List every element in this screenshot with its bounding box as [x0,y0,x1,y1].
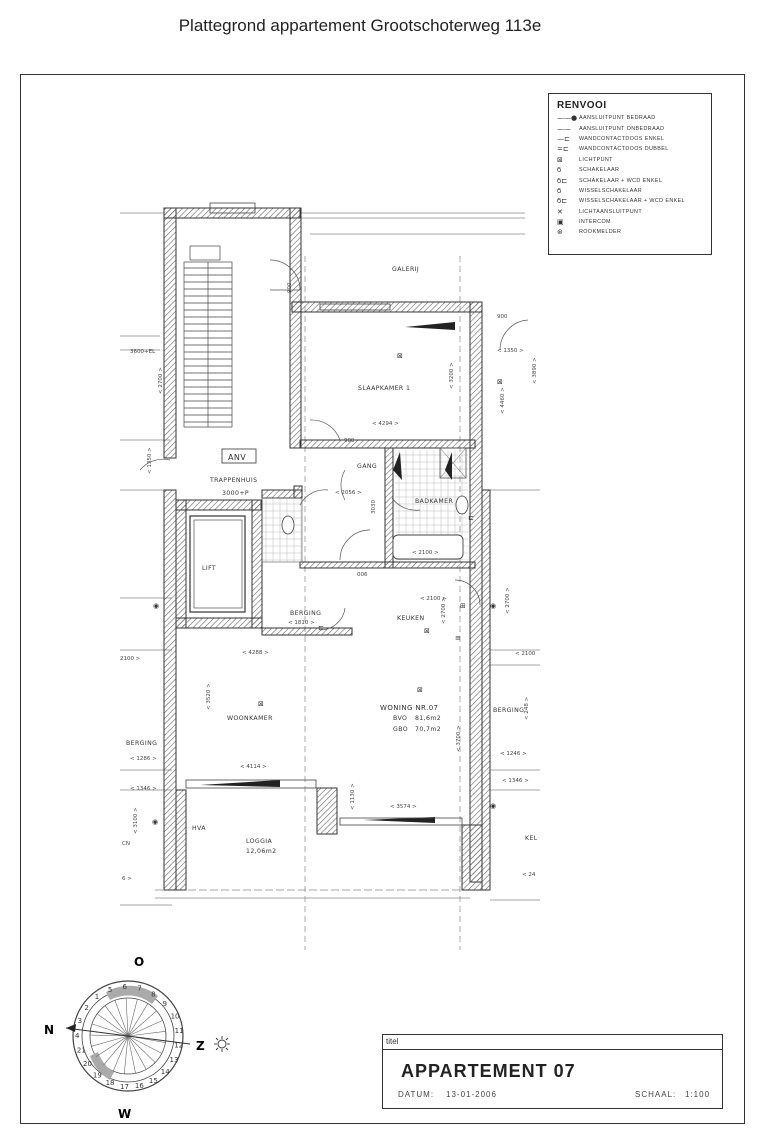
value-gbo: 70,7m2 [415,726,442,733]
legend-label: LICHTAANSLUITPUNT [579,208,643,215]
toilet-room [262,498,302,562]
value-bvo: 81,6m2 [415,715,442,722]
compass-ray [124,1036,128,1074]
legend-symbol-icon: ✕ [557,207,563,216]
compass-ray [91,1036,128,1046]
label-loggia-area: 12,06m2 [246,848,277,855]
legend-label: WANDCONTACTDOOS ENKEL [579,135,665,142]
compass-hour: 12 [174,1041,184,1050]
legend-symbol-icon: ϭ⊏ [557,197,568,206]
compass-ray [128,1011,156,1036]
title-block-divider [383,1049,722,1050]
dim-3600: 3600+EL [130,349,156,355]
dim-3200: < 3200 > [449,362,455,389]
dim-3890: < 3890 > [532,357,538,384]
legend-symbol-icon: ϭ [557,166,562,175]
dim-3100: < 3100 > [133,807,139,834]
dim-1346-left: < 1346 > [130,786,157,792]
compass-hour: 3 [77,1017,83,1026]
label-anv: ANV [228,453,247,462]
compass-hour: 2 [84,1003,89,1012]
dim-24: < 24 [522,872,536,878]
dim-4460: < 4460 > [500,387,506,414]
compass [40,946,260,1126]
svg-text:◉: ◉ [490,602,497,610]
dim-3574: < 3574 > [390,804,417,810]
compass-z: Z [196,1039,205,1053]
svg-text:⊏: ⊏ [318,624,324,632]
compass-hour: 19 [92,1071,102,1080]
compass-hour: 9 [162,999,167,1008]
scale-label: SCHAAL: [635,1090,677,1099]
compass-n: N [44,1023,55,1037]
compass-hour: 6 [122,983,127,992]
date-value: 13-01-2006 [446,1090,497,1099]
legend-symbol-icon: =⊏ [557,145,569,154]
svg-text:⊠: ⊠ [424,627,430,635]
label-trappenhuis-height: 3000+P [222,490,250,497]
dim-1246: < 1246 > [500,751,527,757]
legend-label: SCHAKELAAR + WCD ENKEL [579,177,663,184]
legend-symbol-icon: ⊠ [557,155,563,164]
compass-hour: 13 [169,1055,179,1064]
label-woonkamer: WOONKAMER [227,715,273,722]
date-label: DATUM: [398,1090,435,1099]
compass-ray [96,1036,128,1057]
dim-006: 006 [357,572,368,578]
dim-2100a: < 2100 > [412,550,439,556]
dim-1810: < 1810 > [288,620,315,626]
legend-symbol-icon: ——● [557,114,578,123]
legend-label: AANSLUITPUNT ONBEDRAAD [579,125,665,132]
dim-3700: < 3700 > [456,725,462,752]
compass-hour: 5 [107,986,113,995]
compass-hour: 10 [170,1012,180,1021]
label-hva: HVA [192,825,206,832]
compass-ray [92,1024,128,1036]
label-trappenhuis: TRAPPENHUIS [210,477,258,484]
compass-hour: 16 [134,1082,144,1091]
legend-label: AANSLUITPUNT BEDRAAD [579,115,656,122]
window-markers [200,322,455,823]
legend-label: LICHTPUNT [579,156,613,163]
compass-o: O [134,955,145,969]
legend-label: WISSELSCHAKELAAR [579,187,643,194]
dim-3520: < 3520 > [206,683,212,710]
dim-2100-right: < 2100 [515,651,536,657]
dim-1350-left: < 1350 > [147,447,153,474]
svg-text:◉: ◉ [490,802,497,810]
dim-900b: 900 [497,314,508,320]
dim-3030: 3030 [371,500,377,514]
svg-text:⊏: ⊏ [468,514,474,522]
legend-label: INTERCOM [579,219,611,226]
legend-symbol-icon: ⊛ [557,228,563,237]
svg-text:◉: ◉ [153,602,160,610]
compass-hour: 18 [105,1079,115,1088]
label-cn: CN [122,841,130,847]
compass-ray [105,1006,128,1036]
electrical-symbols [152,352,503,826]
label-kel: KEL [525,835,538,842]
label-loggia: LOGGIA [246,838,273,845]
compass-ray [113,1036,128,1071]
sun-icon [214,1036,230,1052]
compass-hour: 17 [120,1082,129,1091]
label-slaapkamer: SLAAPKAMER 1 [358,385,411,392]
label-bvo: BVO [393,715,408,722]
title-block-name: APPARTEMENT 07 [401,1061,576,1081]
dim-1130: < 1130 > [350,783,356,810]
svg-text:⊠: ⊠ [397,352,403,360]
legend-title: RENVOOI [557,100,607,111]
label-gbo: GBO [393,726,409,733]
svg-text:⊠: ⊠ [417,686,423,694]
dim-4114: < 4114 > [240,764,267,770]
compass-hour: 20 [82,1060,92,1069]
dim-2056: < 2056 > [335,490,362,496]
label-galerij: GALERIJ [392,266,420,273]
compass-ray [115,1000,128,1036]
legend-symbol-icon: ▣ [557,218,564,227]
compass-hour: 8 [151,990,156,999]
dim-2100b: < 2100 > [420,596,447,602]
dim-4288: < 4288 > [242,650,269,656]
label-gang: GANG [357,463,378,470]
legend-label: ROOKMELDER [579,229,622,236]
svg-text:⊞: ⊞ [460,602,466,610]
compass-ray [126,998,128,1036]
dim-1286: < 1286 > [130,756,157,762]
dim-2100-left: 2100 > [120,656,141,662]
staircase [184,246,232,427]
label-berging-right: BERGING [493,707,525,714]
compass-ray [104,1036,128,1065]
legend-symbol-icon: —⊏ [557,134,570,143]
compass-ray [128,1036,146,1069]
dim-248: < 248 > [524,696,530,720]
legend-symbol-icon: ϭ [557,186,562,195]
compass-hour: 7 [137,984,142,993]
compass-ray [128,1036,136,1073]
svg-text:◉: ◉ [152,818,159,826]
legend-label: SCHAKELAAR [579,167,620,174]
dim-900a: 900 [287,282,293,293]
dim-1350: < 1350 > [497,348,524,354]
label-badkamer: BADKAMER [415,498,454,505]
dim-2700b: < 2700 > [441,597,447,624]
scale-value: 1:100 [685,1090,711,1099]
compass-hour: 4 [75,1031,80,1040]
legend-label: WISSELSCHAKELAAR + WCD ENKEL [579,198,686,205]
label-keuken: KEUKEN [397,615,425,622]
compass-w: W [118,1107,132,1121]
title-block [382,1034,723,1109]
legend-symbol-icon: —— [557,124,571,133]
compass-ray [128,999,137,1036]
legend-label: WANDCONTACTDOOS DUBBEL [579,146,669,153]
dim-2700c: < 2700 > [505,587,511,614]
legend-symbol-icon: ϭ⊏ [557,176,568,185]
page-title: Plattegrond appartement Grootschoterweg 113e [178,16,542,35]
dim-6: 6 > [122,876,132,882]
label-berging: BERGING [290,610,322,617]
label-woning: WONING NR.07 [380,704,439,712]
compass-hour: 11 [174,1026,184,1035]
svg-text:⊠: ⊠ [258,700,264,708]
compass-hour: 21 [76,1046,86,1055]
svg-text:≡: ≡ [455,634,461,642]
label-lift: LIFT [202,565,217,572]
compass-ray [128,1004,148,1036]
svg-text:⊠: ⊠ [497,378,503,386]
compass-hour: 15 [148,1076,158,1085]
label-berging-left: BERGING [126,740,158,747]
compass-hour: 14 [160,1067,170,1076]
compass-hour: 1 [94,993,100,1002]
lift-car [190,516,245,612]
title-block-label: titel [386,1037,399,1046]
dim-4294: < 4294 > [372,421,399,427]
dim-909: 909 [344,438,355,444]
dim-2700a: < 2700 > [158,367,164,394]
dim-1346: < 1346 > [502,778,529,784]
